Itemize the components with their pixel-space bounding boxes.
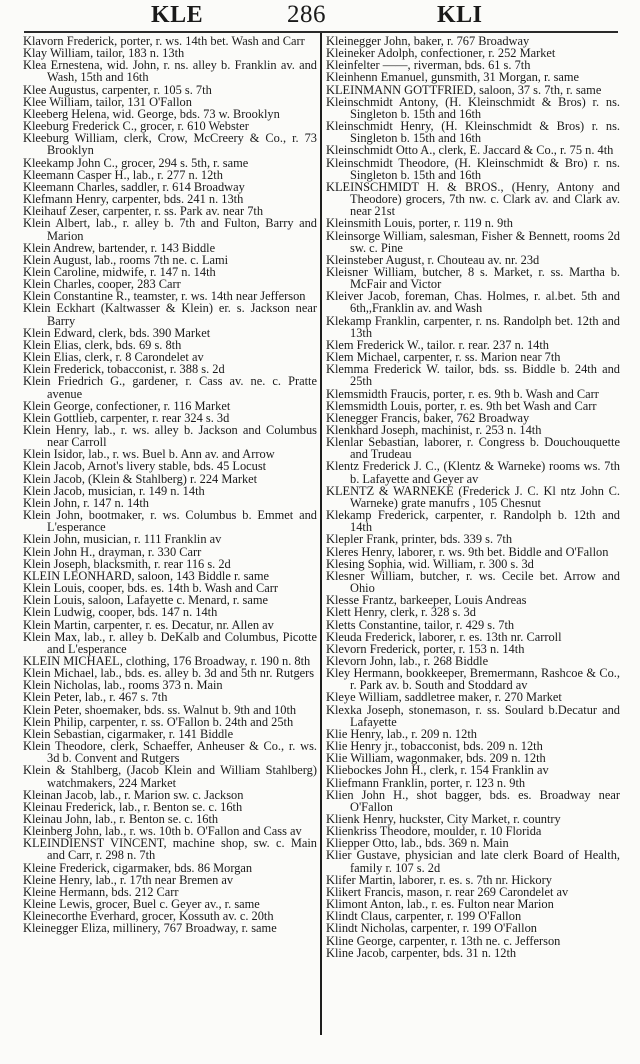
directory-entry: Klein Martin, carpenter, r. es. Decatur, nr. Allen av — [23, 617, 274, 632]
directory-entry: Klekamp Franklin, carpenter, r. ns. Randolph bet. 12th and 13th — [326, 313, 620, 340]
directory-entry: Klienkriss Theodore, moulder, r. 10 Florida — [326, 824, 542, 839]
directory-entry: Klea Ernestena, wid. John, r. ns. alley b. Franklin av. and Wash, 15th and 16th — [23, 58, 317, 85]
directory-entry: Kleinsorge William, salesman, Fisher & Bennett, rooms 2d sw. c. Pine — [326, 228, 620, 255]
directory-entry: Klexka Joseph, stonemason, r. ss. Soulard b.Decatur and Lafayette — [326, 702, 620, 729]
directory-entry: Klein John H., drayman, r. 330 Carr — [23, 544, 202, 559]
directory-entry: Klikert Francis, mason, r. rear 269 Carondelet av — [326, 884, 569, 899]
page-header — [0, 0, 640, 30]
directory-entry: Klevorn John, lab., r. 268 Biddle — [326, 653, 489, 668]
directory-entry: Klein George, confectioner, r. 116 Market — [23, 398, 231, 413]
directory-entry: Klier Gustave, physician and late clerk Board of Health, family r. 107 s. 2d — [326, 848, 620, 875]
directory-entry: Klindt Claus, carpenter, r. 199 O'Fallon — [326, 909, 522, 924]
directory-entry: Klie Henry, lab., r. 209 n. 12th — [326, 726, 477, 741]
directory-entry: Klein Gottlieb, carpenter, r. rear 324 s. 3d — [23, 410, 230, 425]
directory-entry: Kleekamp John C., grocer, 294 s. 5th, r. same — [23, 155, 249, 170]
directory-entry: KLEINSCHMIDT H. & BROS., (Henry, Antony and Theodore) grocers, 7th nw. c. Clark av. and Clark av. near 21st — [326, 179, 620, 219]
directory-entry: Klein John, musician, r. 111 Franklin av — [23, 532, 222, 547]
directory-entry: KLEINMANN GOTTFRIED, saloon, 37 s. 7th, r. same — [326, 82, 602, 97]
directory-entry: Klein Michael, lab., bds. es. alley b. 3d and 5th nr. Rutgers — [23, 666, 315, 681]
directory-entry: Klein Sebastian, cigarmaker, r. 141 Biddle — [23, 726, 234, 741]
directory-entry: Kleine Henry, lab., r. 17th near Bremen av — [23, 872, 234, 887]
directory-entry: Klepler Frank, printer, bds. 339 s. 7th — [326, 532, 513, 547]
directory-entry: Klein Jacob, (Klein & Stahlberg) r. 224 Market — [23, 471, 258, 486]
directory-entry: Kleemann Casper H., lab., r. 277 n. 12th — [23, 167, 223, 182]
directory-entry: Klee William, tailor, 131 O'Fallon — [23, 94, 192, 109]
directory-entry: Kleiver Jacob, foreman, Chas. Holmes, r. al.bet. 5th and 6th,,Franklin av. and Wash — [326, 289, 620, 316]
right-guide-word: KLI — [437, 2, 483, 28]
directory-entry: Klein Jacob, Arnot's livery stable, bds. 45 Locust — [23, 459, 267, 474]
directory-entry: Klein Joseph, blacksmith, r. rear 116 s. 2d — [23, 556, 231, 571]
page-number: 286 — [287, 1, 326, 28]
directory-entry: Kleinschmidt Henry, (H. Kleinschmidt & Bros) r. ns. Singleton b. 15th and 16th — [326, 119, 620, 146]
directory-entry: Klein & Stahlberg, (Jacob Klein and William Stahlberg) watchmakers, 224 Market — [23, 763, 317, 790]
directory-entry: Klein Philip, carpenter, r. ss. O'Fallon b. 24th and 25th — [23, 714, 294, 729]
directory-entry: Klein Peter, lab., r. 467 s. 7th — [23, 690, 168, 705]
directory-entry: Klentz Frederick J. C., (Klentz & Warneke) rooms ws. 7th b. Lafayette and Geyer av — [326, 459, 620, 486]
directory-entry: Kleye William, saddletree maker, r. 270 Market — [326, 690, 562, 705]
directory-entry: Klein Eckhart (Kaltwasser & Klein) er. s. Jackson near Barry — [23, 301, 317, 328]
directory-entry: Kleeburg Frederick C., grocer, r. 610 Webster — [23, 119, 249, 134]
directory-entry: KLENTZ & WARNEKE (Frederick J. C. Kl ntz John C. Warneke) grate manufrs , 105 Chesnut — [326, 483, 620, 510]
directory-entry: Klie Henry jr., tobacconist, bds. 209 n. 12th — [326, 739, 543, 754]
directory-entry: Klemsmidth Louis, porter, r. es. 9th bet Wash and Carr — [326, 398, 597, 413]
directory-entry: Klesing Sophia, wid. William, r. 300 s. 3d — [326, 556, 534, 571]
directory-entry: Kleinau Frederick, lab., r. Benton se. c. 16th — [23, 799, 243, 814]
directory-entry: Kleisner William, butcher, 8 s. Market, r. ss. Martha b. McFair and Victor — [326, 264, 620, 292]
directory-entry: Klein Ludwig, cooper, bds. 147 n. 14th — [23, 605, 218, 620]
directory-entry: Klein John, bootmaker, r. ws. Columbus b. Emmet and L'esperance — [23, 508, 317, 535]
directory-entry: Klein Isidor, lab., r. ws. Buel b. Ann av. and Arrow — [23, 447, 275, 462]
directory-entry: Kleuda Frederick, laborer, r. es. 13th nr. Carroll — [326, 629, 562, 644]
directory-entry: Klein Charles, cooper, 283 Carr — [23, 277, 181, 292]
directory-entry: Kliebockes John H., clerk, r. 154 Franklin av — [326, 763, 549, 778]
directory-entry: Kleinsteber August, r. Chouteau av. nr. 23d — [326, 252, 540, 267]
directory-entry: Klefmann Henry, carpenter, bds. 241 n. 13th — [23, 192, 244, 207]
directory-entry: Klein Constantine R., teamster, r. ws. 14th near Jefferson — [23, 289, 306, 304]
directory-entry: Klein Elias, clerk, bds. 69 s. 8th — [23, 337, 182, 352]
directory-entry: Kleinecorthe Everhard, grocer, Kossuth av. c. 20th — [23, 909, 274, 924]
directory-entry: Kleihauf Zeser, carpenter, r. ss. Park av. near 7th — [23, 204, 264, 219]
directory-entry: Klein Caroline, midwife, r. 147 n. 14th — [23, 264, 216, 279]
directory-entry: Klein Albert, lab., r. alley b. 7th and Fulton, Barry and Marion — [23, 216, 317, 243]
directory-entry: Kleeburg William, clerk, Crow, McCreery & Co., r. 73 Brooklyn — [23, 131, 317, 158]
directory-entry: Klein Nicholas, lab., rooms 373 n. Main — [23, 678, 223, 693]
directory-entry: Klem Michael, carpenter, r. ss. Marion near 7th — [326, 350, 561, 365]
directory-entry: Klein Louis, cooper, bds. es. 14th b. Wash and Carr — [23, 581, 278, 596]
directory-entry: Klein August, lab., rooms 7th ne. c. Lami — [23, 252, 229, 267]
directory-entry: Kleine Hermann, bds. 212 Carr — [23, 884, 179, 899]
directory-entry: Klien John H., shot bagger, bds. es. Broadway near O'Fallon — [326, 787, 620, 814]
directory-entry: KLEIN MICHAEL, clothing, 176 Broadway, r. 190 n. 8th — [23, 653, 311, 668]
right-column — [326, 35, 620, 959]
directory-entry: Klein Peter, shoemaker, bds. ss. Walnut b. 9th and 10th — [23, 702, 297, 717]
directory-entry: KLEIN LEONHARD, saloon, 143 Biddle r. same — [23, 568, 270, 583]
directory-entry: Klein Louis, saloon, Lafayette c. Menard, r. same — [23, 593, 268, 608]
directory-entry: Kleemann Charles, saddler, r. 614 Broadway — [23, 179, 245, 194]
directory-entry: Klein Henry, lab., r. ws. alley b. Jackson and Columbus near Carroll — [23, 423, 317, 450]
directory-entry: Kleineker Adolph, confectioner, r. 252 Market — [326, 46, 556, 61]
directory-entry: Klindt Nicholas, carpenter, r. 199 O'Fallon — [326, 921, 537, 936]
directory-entry: Klevorn Frederick, porter, r. 153 n. 14th — [326, 641, 525, 656]
directory-entry: Klein Edward, clerk, bds. 390 Market — [23, 325, 211, 340]
directory-entry: Kleinegger John, baker, r. 767 Broadway — [326, 34, 530, 48]
directory-entry: Klesse Frantz, barkeeper, Louis Andreas — [326, 593, 527, 608]
directory-entry: Kliefmann Franklin, porter, r. 123 n. 9th — [326, 775, 526, 790]
directory-entry: Klein Jacob, musician, r. 149 n. 14th — [23, 483, 205, 498]
directory-entry: Kleinau John, lab., r. Benton se. c. 16th — [23, 812, 219, 826]
directory-entry: Kleinsmith Louis, porter, r. 119 n. 9th — [326, 216, 513, 231]
directory-entry: Klein Theodore, clerk, Schaeffer, Anheuser & Co., r. ws. 3d b. Convent and Rutgers — [23, 739, 317, 766]
directory-entry: Kleinschmidt Antony, (H. Kleinschmidt & Bros) r. ns. Singleton b. 15th and 16th — [326, 94, 620, 121]
left-column — [23, 35, 317, 935]
directory-entry: Klesner William, butcher, r. ws. Cecile bet. Arrow and Ohio — [326, 568, 620, 596]
directory-entry: Kliepper Otto, lab., bds. 369 n. Main — [326, 836, 509, 851]
directory-entry: Klay William, tailor, 183 n. 13th — [23, 46, 185, 61]
directory-entry: Kleinberg John, lab., r. ws. 10th b. O'Fallon and Cass av — [23, 824, 302, 839]
directory-entry: Klifer Martin, laborer, r. es. s. 7th nr. Hickory — [326, 872, 552, 887]
directory-entry: Kleres Henry, laborer, r. ws. 9th bet. Biddle and O'Fallon — [326, 544, 609, 559]
directory-entry: Kleinschmidt Otto A., clerk, E. Jaccard & Co., r. 75 n. 4th — [326, 143, 614, 158]
directory-entry: Klenkhard Joseph, machinist, r. 253 n. 14th — [326, 423, 542, 437]
directory-entry: KLEINDIENST VINCENT, machine shop, sw. c. Main and Carr, r. 298 n. 7th — [23, 836, 317, 863]
directory-entry: Kley Hermann, bookkeeper, Bremermann, Rashcoe & Co., r. Park av. b. South and Stoddard av — [326, 666, 620, 693]
directory-entry: Klemma Frederick W. tailor, bds. ss. Biddle b. 24th and 25th — [326, 362, 620, 389]
directory-entry: Kleine Lewis, grocer, Buel c. Geyer av., r. same — [23, 897, 260, 912]
directory-entry: Klem Frederick W., tailor. r. rear. 237 n. 14th — [326, 337, 549, 352]
directory-entry: Kleinegger Eliza, millinery, 767 Broadway, r. same — [23, 921, 277, 936]
directory-entry: Klienk Henry, huckster, City Market, r. country — [326, 812, 561, 826]
directory-entry: Kline Jacob, carpenter, bds. 31 n. 12th — [326, 945, 517, 960]
directory-entry: Klavorn Frederick, porter, r. ws. 14th bet. Wash and Carr — [23, 34, 305, 48]
directory-entry: Kleinfelter ——, riverman, bds. 61 s. 7th — [326, 58, 531, 73]
directory-entry: Kleeberg Helena, wid. George, bds. 73 w. Brooklyn — [23, 106, 280, 121]
directory-entry: Klenlar Sebastian, laborer, r. Congress b. Douchouquette and Trudeau — [326, 435, 620, 462]
directory-entry: Klein Max, lab., r. alley b. DeKalb and Columbus, Picotte and L'esperance — [23, 629, 317, 656]
directory-entry: Klekamp Frederick, carpenter, r. Randolph b. 12th and 14th — [326, 508, 620, 535]
directory-entry: Kleinhenn Emanuel, gunsmith, 31 Morgan, r. same — [326, 70, 580, 85]
directory-entry: Klein Andrew, bartender, r. 143 Biddle — [23, 240, 216, 255]
directory-entry: Klett Henry, clerk, r. 328 s. 3d — [326, 605, 476, 620]
directory-entry: Klee Augustus, carpenter, r. 105 s. 7th — [23, 82, 212, 97]
directory-entry: Kline George, carpenter, r. 13th ne. c. Jefferson — [326, 933, 561, 948]
directory-entry: Klemsmidth Fraucis, porter, r. es. 9th b. Wash and Carr — [326, 386, 599, 401]
directory-entry: Klein John, r. 147 n. 14th — [23, 495, 149, 510]
directory-entry: Kletts Constantine, tailor, r. 429 s. 7th — [326, 617, 515, 632]
directory-entry: Klimont Anton, lab., r. es. Fulton near Marion — [326, 897, 554, 912]
directory-entry: Klein Friedrich G., gardener, r. Cass av. ne. c. Pratte avenue — [23, 374, 317, 401]
directory-entry: Klie William, wagonmaker, bds. 209 n. 12th — [326, 751, 546, 766]
directory-entry: Kleinschmidt Theodore, (H. Kleinschmidt & Bro) r. ns. Singleton b. 15th and 16th — [326, 155, 620, 182]
directory-entry: Kleinan Jacob, lab., r. Marion sw. c. Jackson — [23, 787, 244, 802]
directory-entry: Klein Frederick, tobacconist, r. 388 s. 2d — [23, 362, 225, 377]
left-guide-word: KLE — [151, 2, 204, 28]
directory-entry: Klein Elias, clerk, r. 8 Carondelet av — [23, 350, 204, 365]
directory-entry: Klenegger Francis, baker, 762 Broadway — [326, 410, 530, 425]
column-divider — [320, 33, 322, 1035]
directory-entry: Kleine Frederick, cigarmaker, bds. 86 Morgan — [23, 860, 253, 875]
